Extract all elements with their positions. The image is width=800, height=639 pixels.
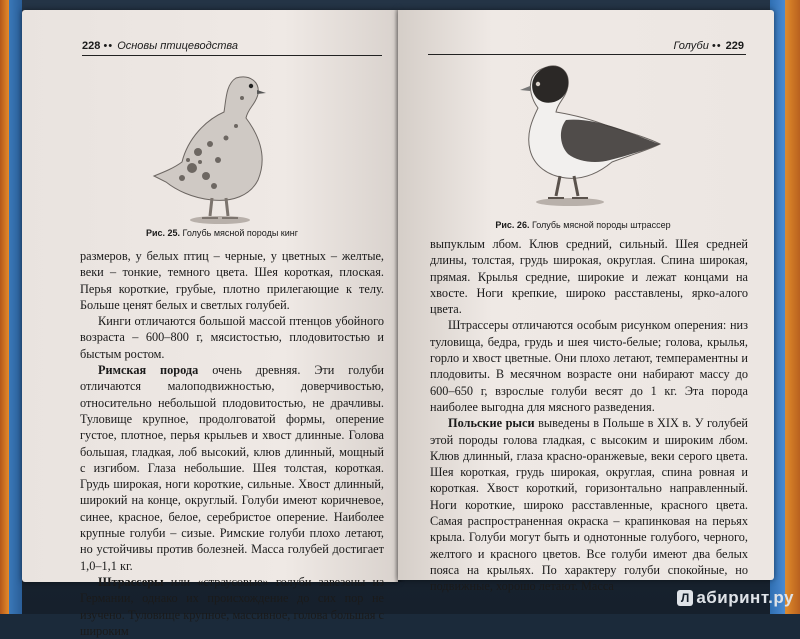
paragraph: Римская порода очень древняя. Эти голуби отличаются малоподвижностью, доверчивостью, относительно небольшой плодовитостью, не драчливы. Туловище крупное, продолговатой формы, оперение густое, плотное, перья крыльев и хвост длинные. Голова большая, гладкая, лоб высокий, клюв длинный, мощный с изгибом. Глаза небольшие. Шея толстая, короткая. Грудь широкая, ноги короткие, сильные. Хвост длинный, широкий на конце, округлый. Голуби имеют коричневое, синее, красное, белое, серебристое оперение. Наиболее крупные голуби – сизые. Римские голуби плохо летают, но устойчивы против болезней. Масса голубей достигает 1,0–1,1 кг. — [80, 363, 384, 573]
figure-caption: Рис. 25. Голубь мясной породы кинг — [145, 228, 299, 238]
header-rule — [428, 54, 746, 55]
page-number: 228 — [82, 40, 101, 52]
left-running-head: 228 •• Основы птицеводства — [82, 40, 239, 52]
book-cover-edge-left — [0, 0, 22, 614]
right-running-head: Голуби •• 229 — [673, 40, 744, 52]
body-text — [80, 248, 384, 639]
running-head-title: Основы птицеводства — [117, 40, 239, 52]
header-rule — [82, 55, 382, 56]
king-pigeon-figure — [152, 68, 282, 228]
body-text — [430, 236, 748, 595]
labirint-logo-icon: Л — [677, 590, 693, 606]
book-cover-edge-right — [770, 0, 800, 614]
paragraph: выпуклым лбом. Клюв средний, сильный. Шея средней длины, толстая, грудь широкая, округлая. Спина широкая, прямая. Крылья средние, широкие и лежат концами на хвосте. Ноги крепкие, широко расставлены, ярко-алого цвета. — [430, 237, 748, 317]
labirint-watermark: Л абиринт.ру — [677, 588, 794, 608]
running-head-title: Голуби — [673, 40, 709, 52]
paragraph: размеров, у белых птиц – черные, у цветных – желтые, веки – тонкие, темного цвета. Шея короткая, плоская. Перья короткие, грубые, плотно прилегающие к телу. Больше ценят белых и светлых голубей. — [80, 249, 384, 312]
right-page — [398, 10, 774, 594]
page-number: 229 — [725, 40, 744, 52]
paragraph: Польские рыси выведены в Польше в XIX в. У голубей этой породы голова гладкая, с высоким и широким лбом. Клюв длинный, глаза красно-оранжевые, веки серого цвета. Шея короткая, грудь широкая, округлая, спина ровная и короткая. Хвост короткий, горизонтально направленный. Ноги короткие, широко расставленные, красного цвета. Самая распространенная окраска – крапинковая на перьях крыла. Голуби могут быть и однотонные голубого, черного, желтого и красного цветов. Все голуби имеют два белых пояса на крыльях. По характеру голуби спокойные, но подвижные, хорошо летают. Масса — [430, 416, 748, 594]
figure-caption: Рис. 26. Голубь мясной породы штрассер — [495, 220, 671, 230]
paragraph: Штрассеры отличаются особым рисунком оперения: низ туловища, бедра, грудь и шея чисто-белые; голова, крылья, горло и хвост цветные. Они плохо летают, темпераментны и плодовиты. В месячном возрасте они набирают массу до 600–650 г, взрослые голуби весят до 1 кг. Эта порода наиболее выгодна для мясного разведения. — [430, 318, 748, 414]
paragraph: Кинги отличаются большой массой птенцов убойного возраста – 600–800 г, мясистостью, плодовитостью и быстым ростом. — [80, 314, 384, 361]
strasser-pigeon-figure — [508, 60, 668, 210]
paragraph: Штрассеры или «страусовые» голуби завезены из Германии, однако их происхождение до сих пор не изучено. Туловище крупное, массивное, голова большая с широким — [80, 574, 384, 638]
left-page — [22, 10, 398, 638]
